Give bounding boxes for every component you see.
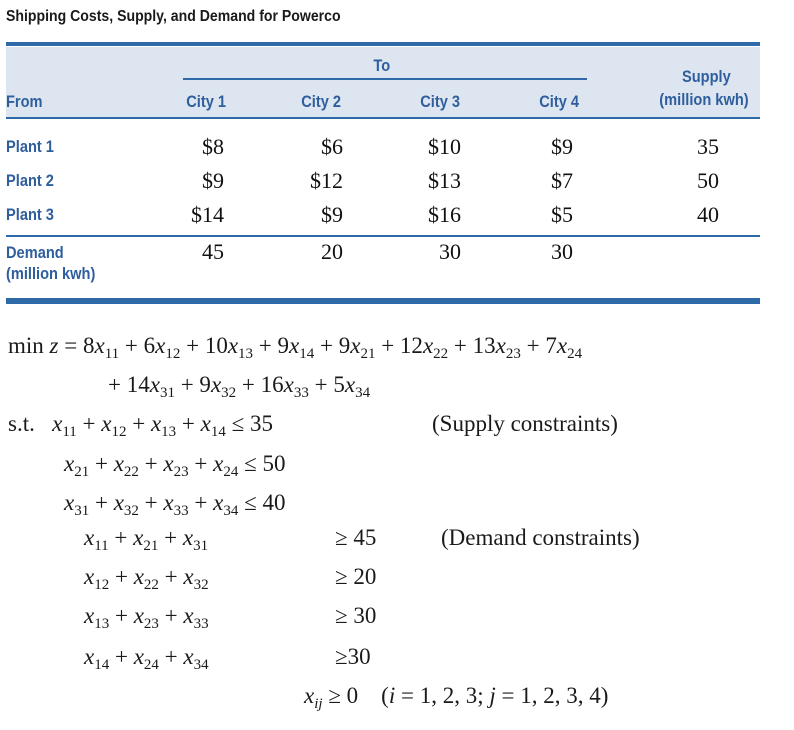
cost-cell: $9 <box>202 168 224 193</box>
demand-constraint-4-rhs: ≥30 <box>335 644 371 669</box>
objective-line-1: $\min z = 8x_{11} + 6x_{12} + 10x_{13} + 9x_{14} + 9x_{21} + 12x_{22} + 13x_{23} + 7x_{24}$ <box>8 333 583 362</box>
from-header: From <box>6 92 43 111</box>
city-3-header: City 3 <box>420 92 461 111</box>
row-label-plant-3: Plant 3 <box>6 205 54 224</box>
supply-cell: 40 <box>697 202 719 227</box>
supply-constraints-note: (Supply constraints) <box>432 411 618 436</box>
to-rule <box>183 78 587 80</box>
demand-label-line2: (million kwh) <box>6 264 96 283</box>
objective-line-2: + $14x_{31} + 9x_{32} + 16x_{33} + 5x_{34}$ <box>108 372 371 401</box>
supply-constraint-3: $x_{31} + x_{32} + x_{33} + x_{34} \le 40$ <box>64 490 286 519</box>
demand-label-line1: Demand <box>6 243 64 262</box>
supply-header-line1: Supply <box>681 67 731 86</box>
cost-cell: $14 <box>191 202 224 227</box>
demand-constraint-3: $x_{13} + x_{23} + x_{33}$ <box>84 603 209 632</box>
top-rule <box>6 42 760 46</box>
cost-cell: $8 <box>202 134 224 159</box>
table-title: Shipping Costs, Supply, and Demand for Powerco <box>6 8 341 25</box>
demand-cell: 30 <box>439 239 461 264</box>
demand-rule <box>6 235 760 237</box>
bottom-rule <box>6 298 760 304</box>
city-4-header: City 4 <box>539 92 580 111</box>
demand-constraint-3-rhs: ≥ 30 <box>335 603 377 628</box>
city-2-header: City 2 <box>301 92 342 111</box>
cost-cell: $13 <box>428 168 461 193</box>
cost-cell: $9 <box>551 134 573 159</box>
supply-cell: 35 <box>697 134 719 159</box>
demand-cell: 45 <box>202 239 224 264</box>
demand-cell: 20 <box>321 239 343 264</box>
nonnegativity-constraint: $x_{ij} \ge 0$ (i = 1, 2, 3; j = 1, 2, 3, 4) <box>304 683 609 712</box>
demand-constraint-2-rhs: ≥ 20 <box>335 564 377 589</box>
cost-cell: $6 <box>321 134 343 159</box>
demand-constraint-2: $x_{12} + x_{22} + x_{32}$ <box>84 564 209 593</box>
header-rule <box>6 117 760 119</box>
demand-constraint-1: $x_{11} + x_{21} + x_{31}$ <box>84 525 209 554</box>
to-header: To <box>373 56 391 75</box>
cost-cell: $5 <box>551 202 573 227</box>
demand-constraints-note: (Demand constraints) <box>441 525 640 550</box>
supply-constraint-1: s.t. $x_{11} + x_{12} + x_{13} + x_{14} \le 35$ <box>8 411 273 440</box>
demand-cell: 30 <box>551 239 573 264</box>
city-1-header: City 1 <box>186 92 227 111</box>
row-label-plant-2: Plant 2 <box>6 171 54 190</box>
supply-constraint-2: $x_{21} + x_{22} + x_{23} + x_{24} \le 50$ <box>64 451 286 480</box>
cost-cell: $16 <box>428 202 461 227</box>
row-label-plant-1: Plant 1 <box>6 137 54 156</box>
cost-cell: $10 <box>428 134 461 159</box>
demand-constraint-4: $x_{14} + x_{24} + x_{34}$ <box>84 644 209 673</box>
cost-cell: $12 <box>310 168 343 193</box>
cost-cell: $7 <box>551 168 573 193</box>
supply-header-line2: (million kwh) <box>659 90 749 109</box>
demand-constraint-1-rhs: ≥ 45 <box>335 525 377 550</box>
cost-cell: $9 <box>321 202 343 227</box>
supply-cell: 50 <box>697 168 719 193</box>
